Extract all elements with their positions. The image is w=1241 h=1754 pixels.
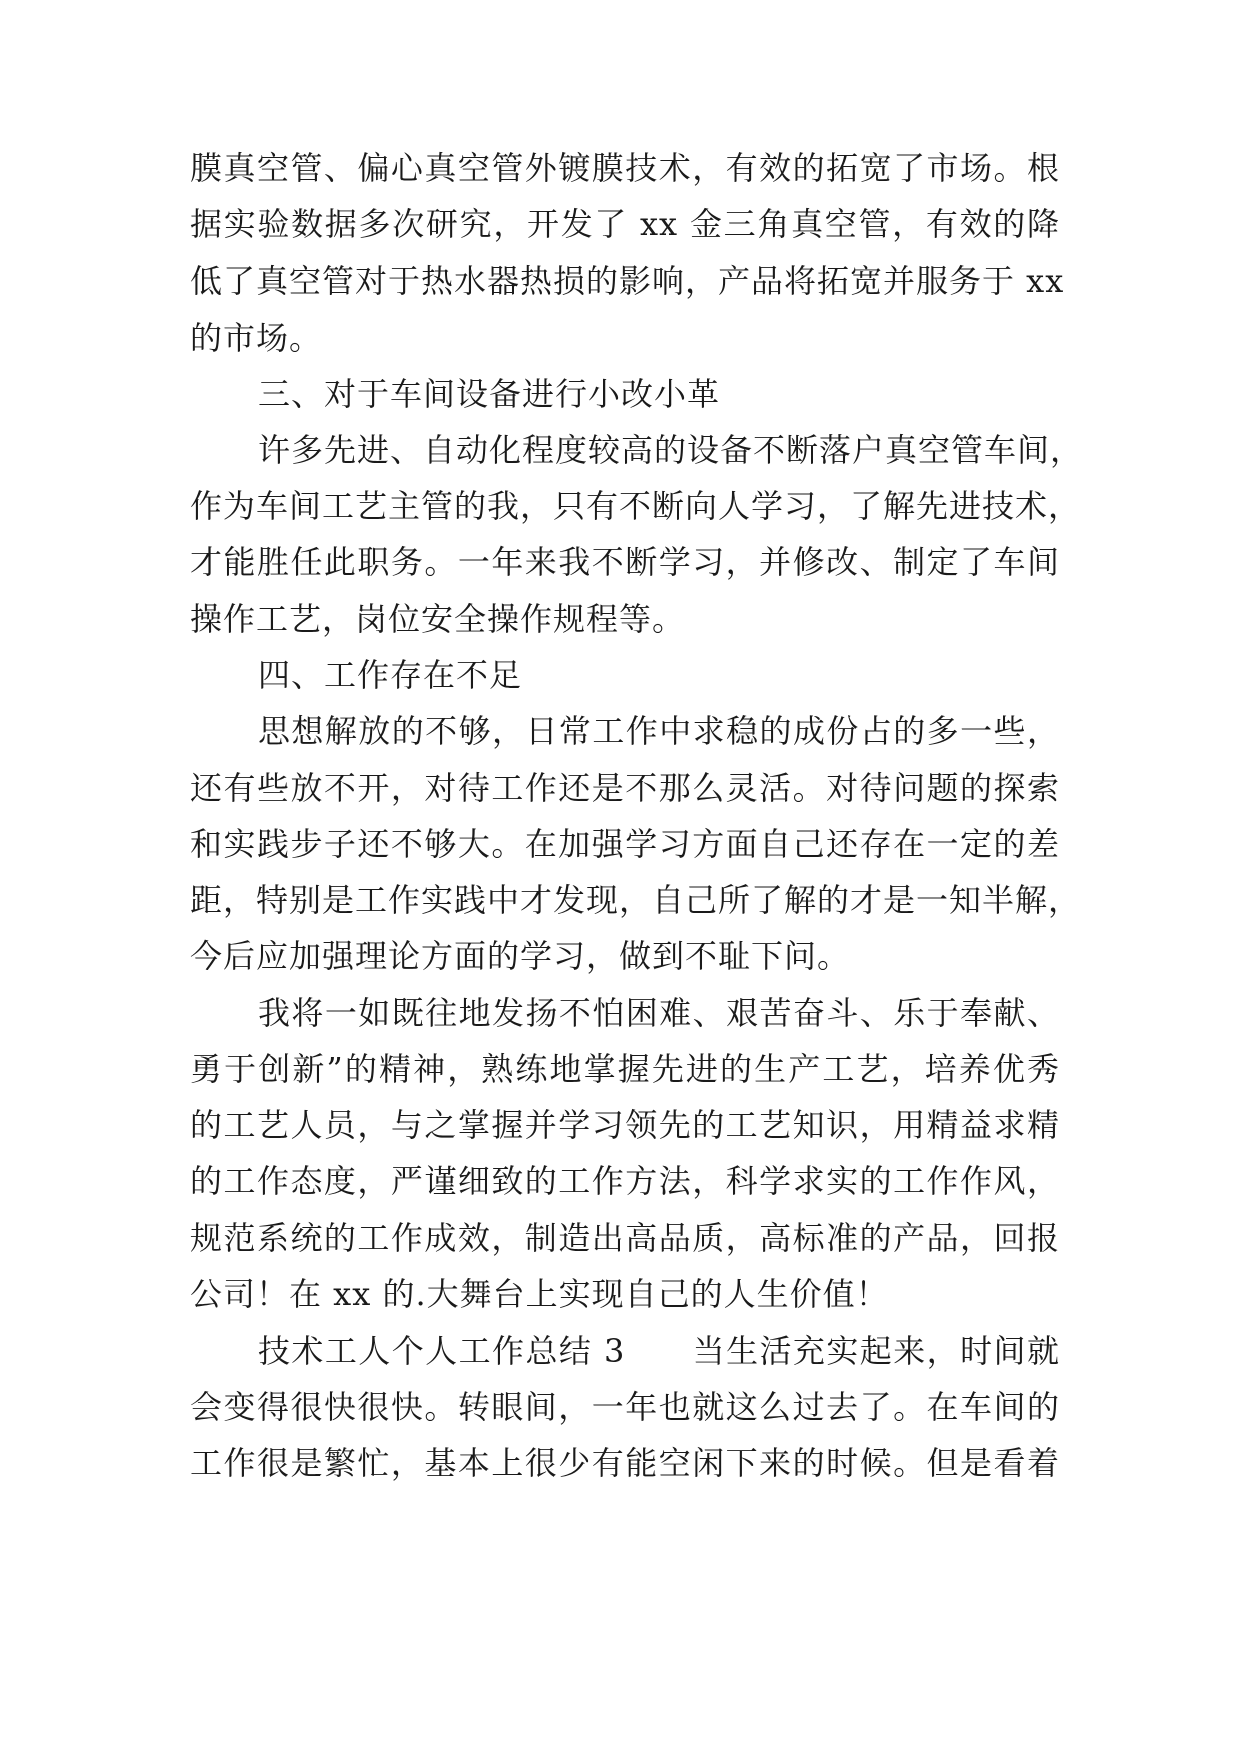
body-text-line: 和实践步子还不够大。在加强学习方面自己还存在一定的差 <box>190 825 1060 863</box>
body-text-line: 规范系统的工作成效，制造出高品质，高标准的产品，回报 <box>190 1219 1060 1257</box>
section-heading: 四、工作存在不足 <box>258 656 523 694</box>
body-text-line: 低了真空管对于热水器热损的影响，产品将拓宽并服务于 xx <box>190 262 1065 300</box>
body-text-line: 的工艺人员，与之掌握并学习领先的工艺知识，用精益求精 <box>190 1106 1060 1144</box>
body-text-line: 操作工艺，岗位安全操作规程等。 <box>190 600 686 638</box>
body-text-line: 今后应加强理论方面的学习，做到不耻下问。 <box>190 937 851 975</box>
section-title-line: 技术工人个人工作总结 3 当生活充实起来，时间就 <box>258 1332 1060 1370</box>
body-text-line: 作为车间工艺主管的我，只有不断向人学习，了解先进技术， <box>190 487 1082 525</box>
body-text-line: 据实验数据多次研究，开发了 xx 金三角真空管，有效的降 <box>190 205 1060 243</box>
body-text-line: 会变得很快很快。转眼间，一年也就这么过去了。在车间的 <box>190 1388 1060 1426</box>
body-text-line: 膜真空管、偏心真空管外镀膜技术，有效的拓宽了市场。根 <box>190 149 1060 187</box>
body-text-line: 才能胜任此职务。一年来我不断学习，并修改、制定了车间 <box>190 543 1060 581</box>
body-text-line: 公司！在 xx 的.大舞台上实现自己的人生价值！ <box>190 1275 889 1313</box>
body-text-line: 勇于创新”的精神，熟练地掌握先进的生产工艺，培养优秀 <box>190 1050 1060 1088</box>
section-heading: 三、对于车间设备进行小改小革 <box>258 375 721 413</box>
body-text-line: 思想解放的不够，日常工作中求稳的成份占的多一些， <box>258 712 1060 750</box>
body-text-line: 的工作态度，严谨细致的工作方法，科学求实的工作作风， <box>190 1162 1060 1200</box>
body-text-line: 距，特别是工作实践中才发现，自己所了解的才是一知半解， <box>190 881 1082 919</box>
body-text-line: 的市场。 <box>190 319 323 357</box>
body-text-line: 工作很是繁忙，基本上很少有能空闲下来的时候。但是看着 <box>190 1444 1060 1482</box>
body-text-line: 许多先进、自动化程度较高的设备不断落户真空管车间， <box>258 431 1084 469</box>
body-text-line: 还有些放不开，对待工作还是不那么灵活。对待问题的探索 <box>190 769 1060 807</box>
body-text-line: 我将一如既往地发扬不怕困难、艰苦奋斗、乐于奉献、 <box>258 994 1060 1032</box>
